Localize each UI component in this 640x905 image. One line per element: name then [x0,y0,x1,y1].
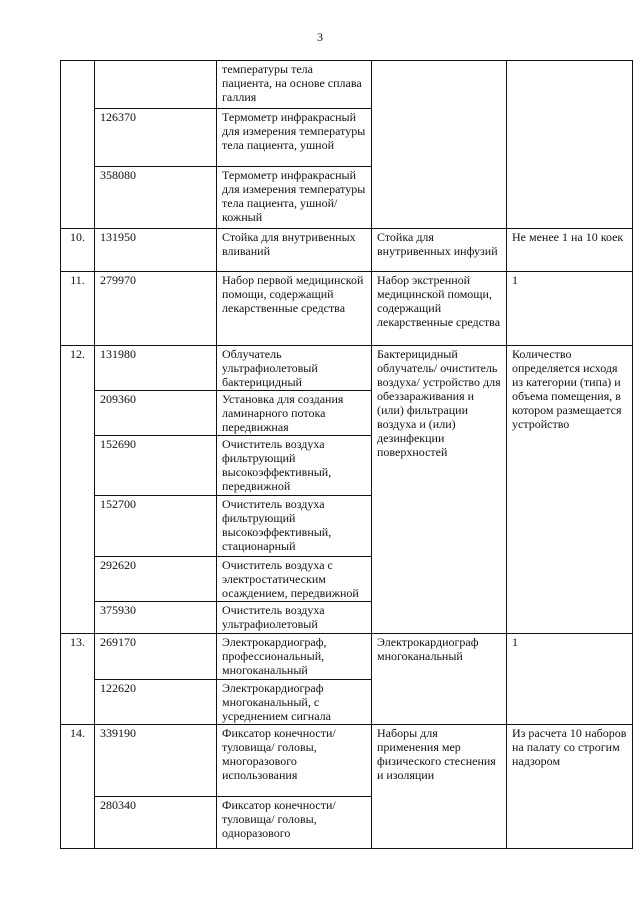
table-row [61,634,633,680]
name-cell: Стойка для внутривенных вливаний [217,229,372,272]
row-number-cell: 13. [61,634,95,725]
code-cell: 292620 [95,557,217,602]
code-cell: 152690 [95,436,217,496]
row-number-cell: 10. [61,229,95,272]
code-cell: 358080 [95,167,217,229]
code-cell: 279970 [95,272,217,346]
code-cell: 122620 [95,680,217,725]
table-row [61,61,633,109]
page-number: 3 [317,30,323,44]
equipment-table [60,60,633,849]
name-cell: Электрокардиограф, профессиональный, многоканальный [217,634,372,680]
row-number-cell: 11. [61,272,95,346]
name-cell: Установка для создания ламинарного потока передвижная [217,391,372,436]
quantity-cell [507,61,633,229]
name-cell: Фиксатор конечности/туловища/ головы, многоразового использования [217,725,372,797]
table-row [61,272,633,346]
name-cell: Очиститель воздуха фильтрующий высокоэффективный, стационарный [217,496,372,557]
category-cell: Электрокардиограф многоканальный [372,634,507,725]
name-cell: Набор первой медицинской помощи, содержащий лекарственные средства [217,272,372,346]
name-cell: температуры тела пациента, на основе сплава галлия [217,61,372,109]
category-cell: Стойка для внутривенных инфузий [372,229,507,272]
quantity-cell: Не менее 1 на 10 коек [507,229,633,272]
name-cell: Электрокардиограф многоканальный, с усреднением сигнала [217,680,372,725]
code-cell: 339190 [95,725,217,797]
name-cell: Очиститель воздуха с электростатическим осаждением, передвижной [217,557,372,602]
code-cell: 131980 [95,346,217,391]
quantity-cell: Из расчета 10 наборов на палату со строгим надзором [507,725,633,849]
code-cell [95,61,217,109]
code-cell: 375930 [95,602,217,634]
category-cell: Бактерицидный облучатель/ очиститель воздуха/ устройство для обеззараживания и (или) фильтрации воздуха и (или) дезинфекции поверхностей [372,346,507,634]
name-cell: Фиксатор конечности/туловища/ головы, одноразового [217,797,372,849]
table-row [61,346,633,391]
code-cell: 131950 [95,229,217,272]
code-cell: 126370 [95,109,217,167]
code-cell: 280340 [95,797,217,849]
code-cell: 152700 [95,496,217,557]
category-cell [372,61,507,229]
code-cell: 209360 [95,391,217,436]
row-number-cell [61,61,95,229]
row-number-cell: 14. [61,725,95,849]
table-row [61,229,633,272]
category-cell: Наборы для применения мер физического стеснения и изоляции [372,725,507,849]
table-row [61,725,633,797]
quantity-cell: Количество определяется исходя из категории (типа) и объема помещения, в котором размещается устройство [507,346,633,634]
category-cell: Набор экстренной медицинской помощи, содержащий лекарственные средства [372,272,507,346]
code-cell: 269170 [95,634,217,680]
name-cell: Очиститель воздуха ультрафиолетовый [217,602,372,634]
name-cell: Термометр инфракрасный для измерения температуры тела пациента, ушной/кожный [217,167,372,229]
name-cell: Очиститель воздуха фильтрующий высокоэффективный, передвижной [217,436,372,496]
name-cell: Облучатель ультрафиолетовый бактерицидный [217,346,372,391]
quantity-cell: 1 [507,272,633,346]
name-cell: Термометр инфракрасный для измерения температуры тела пациента, ушной [217,109,372,167]
quantity-cell: 1 [507,634,633,725]
row-number-cell: 12. [61,346,95,634]
